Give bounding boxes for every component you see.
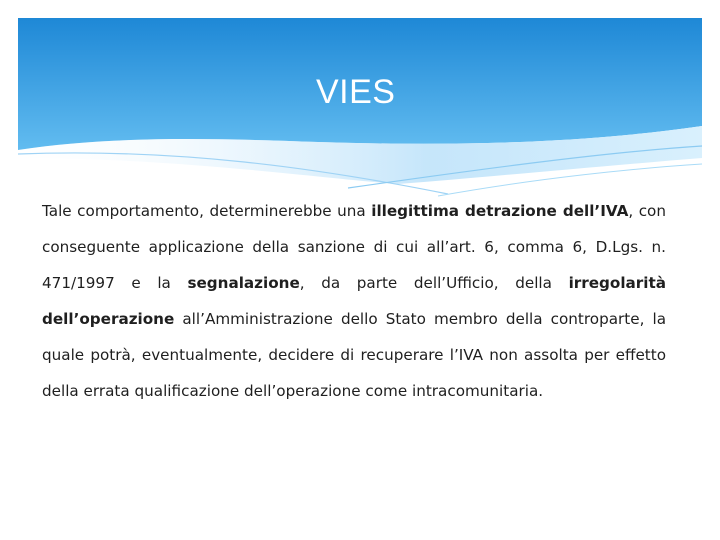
slide-title: VIES bbox=[316, 73, 396, 111]
bold-text-segment: illegittima detrazione dell’IVA bbox=[371, 202, 629, 220]
text-segment: Tale comportamento, determinerebbe una bbox=[42, 202, 372, 220]
bold-text-segment: irregolarità dell’operazione bbox=[42, 274, 667, 328]
text-segment: , da parte dell’Ufficio, della bbox=[299, 274, 569, 292]
title-banner bbox=[18, 18, 702, 198]
text-segment: , con conseguente applicazione della sanzione di cui all’art. 6, comma 6, D.Lgs. n. 471/1997 e la bbox=[42, 202, 666, 292]
body-paragraph bbox=[42, 193, 666, 409]
bold-text-segment: segnalazione bbox=[187, 274, 300, 292]
text-segment: all’Amministrazione dello Stato membro della controparte, la quale potrà, eventualmente, decidere di recuperare l’IVA non assolta per effetto della errata qualificazione dell’operazione come intracomunitaria. bbox=[42, 310, 666, 400]
